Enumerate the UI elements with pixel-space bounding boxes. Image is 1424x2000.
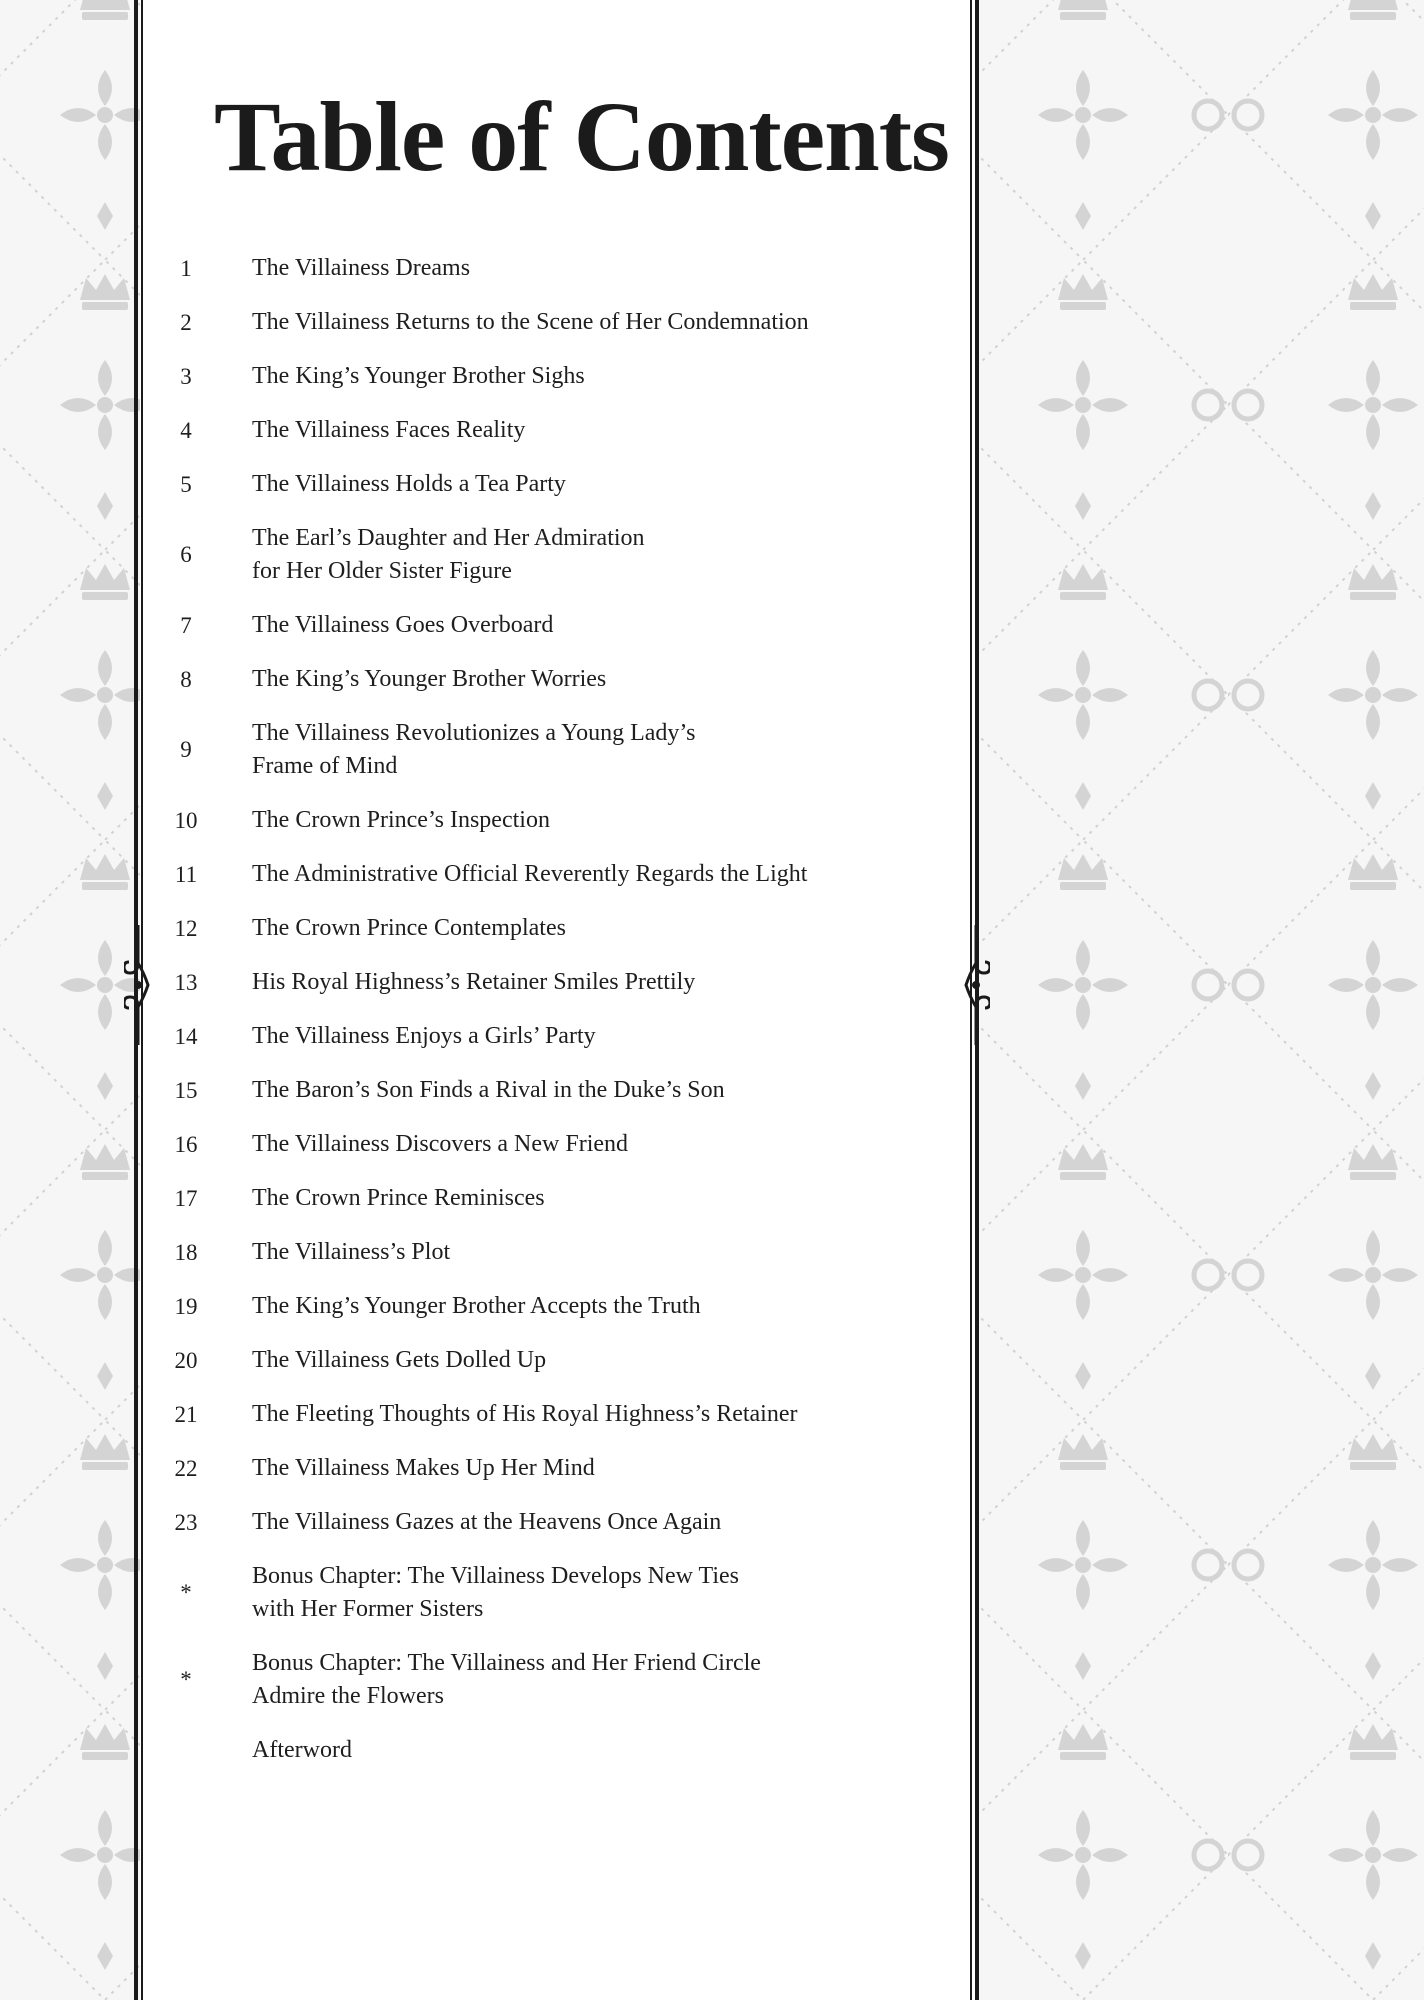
chapter-number: 12 — [174, 916, 198, 941]
chapter-title — [252, 1182, 545, 1215]
chapter-title-line: The Villainess Revolutionizes a Young Lady’s — [252, 720, 696, 746]
chapter-title-line: Bonus Chapter: The Villainess and Her Friend Circle — [252, 1650, 761, 1676]
chapter-title-line: The Fleeting Thoughts of His Royal Highness’s Retainer — [252, 1401, 798, 1427]
chapter-title — [252, 663, 606, 696]
damask-pattern-left — [0, 0, 140, 2000]
toc-list — [145, 0, 968, 2000]
chapter-title-line: Bonus Chapter: The Villainess Develops New Ties — [252, 1563, 739, 1589]
chapter-title — [252, 1398, 798, 1431]
chapter-title-line: The Villainess Makes Up Her Mind — [252, 1455, 595, 1481]
chapter-title-line: The King’s Younger Brother Worries — [252, 666, 607, 692]
chapter-number: 17 — [174, 1186, 198, 1211]
chapter-title — [252, 1290, 701, 1323]
chapter-title-line: The Villainess Goes Overboard — [252, 612, 554, 638]
chapter-title — [252, 966, 695, 999]
scroll-ornament-icon — [124, 925, 152, 1045]
chapter-title — [252, 804, 550, 837]
chapter-title-line: Afterword — [252, 1737, 352, 1763]
chapter-title — [252, 414, 525, 447]
chapter-title-line: for Her Older Sister Figure — [252, 558, 512, 584]
chapter-number: 23 — [174, 1510, 198, 1535]
chapter-title-line: Admire the Flowers — [252, 1683, 444, 1709]
chapter-number: 18 — [174, 1240, 198, 1265]
chapter-title-line: The Crown Prince’s Inspection — [252, 807, 550, 833]
chapter-title — [252, 717, 695, 783]
chapter-number: 16 — [174, 1132, 198, 1157]
chapter-number: 20 — [174, 1348, 198, 1373]
chapter-title-line: The Baron’s Son Finds a Rival in the Duke’s Son — [252, 1077, 725, 1103]
chapter-number: 13 — [174, 970, 198, 995]
chapter-title — [252, 858, 807, 891]
bonus-asterisk-icon: * — [180, 1667, 192, 1692]
chapter-number: 1 — [180, 256, 192, 281]
chapter-title — [252, 1128, 628, 1161]
damask-pattern-icon — [978, 0, 1424, 2000]
page-title: Table of Contents — [214, 81, 949, 192]
chapter-title — [252, 1506, 721, 1539]
chapter-number: 22 — [174, 1456, 198, 1481]
chapter-number: 21 — [174, 1402, 198, 1427]
chapter-number: 5 — [180, 472, 192, 497]
chapter-number: 10 — [174, 808, 198, 833]
chapter-number: 2 — [180, 310, 192, 335]
chapter-title-line: The Villainess Faces Reality — [252, 417, 526, 443]
chapter-number: 6 — [180, 542, 192, 567]
chapter-number: 8 — [180, 667, 192, 692]
chapter-title — [252, 1647, 761, 1713]
chapter-title — [252, 1560, 739, 1626]
chapter-title-line: The Villainess’s Plot — [252, 1239, 451, 1265]
chapter-title — [252, 1074, 725, 1107]
chapter-title-line: Frame of Mind — [252, 753, 398, 779]
chapter-title-line: The King’s Younger Brother Sighs — [252, 363, 585, 389]
chapter-title-line: The King’s Younger Brother Accepts the Truth — [252, 1293, 701, 1319]
bonus-asterisk-icon: * — [180, 1580, 192, 1605]
damask-pattern-right — [978, 0, 1424, 2000]
chapter-title-line: The Earl’s Daughter and Her Admiration — [252, 525, 645, 551]
chapter-title — [252, 252, 470, 285]
chapter-title — [252, 912, 566, 945]
chapter-title-line: The Villainess Dreams — [252, 255, 471, 281]
chapter-title — [252, 1734, 352, 1767]
chapter-title-line: The Crown Prince Reminisces — [252, 1185, 545, 1211]
chapter-title — [252, 609, 553, 642]
chapter-title-line: The Administrative Official Reverently Regards the Light — [252, 861, 808, 887]
chapter-title — [252, 1020, 596, 1053]
chapter-title — [252, 1452, 595, 1485]
toc-page — [145, 0, 968, 2000]
chapter-title-line: The Villainess Gazes at the Heavens Once Again — [252, 1509, 722, 1535]
chapter-title-line: His Royal Highness’s Retainer Smiles Prettily — [252, 969, 696, 995]
chapter-title — [252, 306, 809, 339]
chapter-title — [252, 360, 585, 393]
chapter-title — [252, 1344, 546, 1377]
chapter-number: 19 — [174, 1294, 198, 1319]
chapter-title — [252, 522, 645, 588]
chapter-title-line: The Villainess Returns to the Scene of Her Condemnation — [252, 309, 809, 335]
chapter-title-line: with Her Former Sisters — [252, 1596, 484, 1622]
chapter-title-line: The Crown Prince Contemplates — [252, 915, 566, 941]
chapter-number: 9 — [180, 737, 192, 762]
chapter-title — [252, 1236, 450, 1269]
chapter-title — [252, 468, 566, 501]
chapter-title-line: The Villainess Enjoys a Girls’ Party — [252, 1023, 596, 1049]
damask-pattern-icon — [0, 0, 140, 2000]
chapter-number: 14 — [174, 1024, 198, 1049]
chapter-title-line: The Villainess Discovers a New Friend — [252, 1131, 629, 1157]
chapter-title-line: The Villainess Holds a Tea Party — [252, 471, 566, 497]
chapter-number: 11 — [174, 862, 198, 887]
chapter-number: 15 — [174, 1078, 198, 1103]
chapter-number: 4 — [180, 418, 192, 443]
chapter-number: 7 — [180, 613, 192, 638]
chapter-number: 3 — [180, 364, 192, 389]
scroll-ornament-icon — [962, 925, 990, 1045]
chapter-title-line: The Villainess Gets Dolled Up — [252, 1347, 547, 1373]
